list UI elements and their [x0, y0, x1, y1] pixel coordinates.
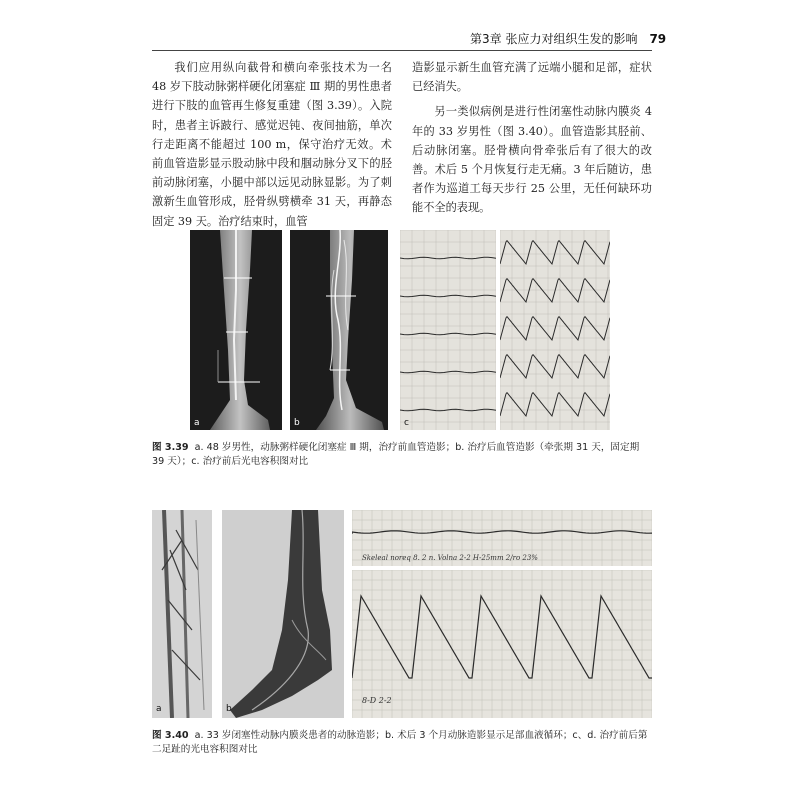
plethysmogram-trace [500, 355, 610, 378]
handwritten-annotation: 8-D 2-2 [362, 696, 392, 705]
caption-text: a. 48 岁男性，动脉粥样硬化闭塞症 Ⅲ 期，治疗前血管造影；b. 治疗后血管造影（牵张期 31 天，固定期 39 天）；c. 治疗前后光电容积图对比 [152, 442, 640, 467]
caption-text: a. 33 岁闭塞性动脉内膜炎患者的动脉造影；b. 术后 3 个月动脉造影显示足部血液循环；c、d. 治疗前后第二足趾的光电容积图对比 [152, 730, 648, 755]
figure-3-40 [152, 510, 652, 718]
panel-label-a: a [194, 418, 200, 428]
plethysmogram-trace [500, 241, 610, 264]
figure-3-39-panel-c-plethysmogram-before [400, 230, 496, 430]
figure-3-39-panel-b-angiogram [290, 230, 388, 430]
chapter-title: 第3章 张应力对组织生发的影响 [470, 32, 638, 46]
paragraph-case-1-end: 造影显示新生血管充满了远端小腿和足部，症状已经消失。 [412, 61, 652, 94]
running-header [470, 30, 666, 47]
panel-label-a: a [156, 704, 162, 714]
figure-3-40-panel-b-angiogram [222, 510, 344, 718]
figure-3-40-panel-d-plethysmogram [352, 570, 652, 718]
panel-label-c: c [404, 418, 409, 428]
paragraph-case-1: 我们应用纵向截骨和横向牵张技术为一名 48 岁下肢动脉粥样硬化闭塞症 Ⅲ 期的男性患者进行下肢的血管再生修复重建（图 3.39）。入院时，患者主诉跛行、感觉迟钝、夜间抽筋，单次行走距离不能超过 100 m，保守治疗无效。术前血管造影显示股动脉中段和腘动脉分叉下的胫前动脉闭塞，小腿中部以远见动脉显影。为了刺激新生血管形成，胫骨纵劈横牵 31 天，再静态固定 39 天。治疗结束时，血管 [152, 61, 392, 228]
text-column-left [152, 58, 392, 231]
header-rule [152, 50, 652, 51]
panel-label-b: b [226, 704, 232, 714]
plethysmogram-trace [500, 393, 610, 416]
page-number: 79 [649, 32, 667, 46]
plethysmogram-trace [500, 317, 610, 340]
caption-label: 图 3.40 [152, 730, 189, 741]
figure-3-39-panel-c-plethysmogram-after [500, 230, 610, 430]
figure-3-40-panel-c-plethysmogram [352, 510, 652, 566]
text-column-right [412, 58, 652, 218]
handwritten-annotation: Skeleal noreq 8. 2 n. Volna 2-2 H-25mm 2/ro 23% [362, 554, 538, 562]
figure-3-40-panel-a-angiogram [152, 510, 212, 718]
figure-3-40-caption [152, 729, 652, 757]
caption-label: 图 3.39 [152, 442, 189, 453]
figure-3-39-caption [152, 441, 652, 469]
panel-label-b: b [294, 418, 300, 428]
plethysmogram-trace [500, 279, 610, 302]
figure-3-39-panel-a-angiogram [190, 230, 282, 430]
figure-3-39 [190, 230, 610, 430]
paragraph-case-2: 另一类似病例是进行性闭塞性动脉内膜炎 4 年的 33 岁男性（图 3.40）。血管造影其胫前、后动脉闭塞。胫骨横向骨牵张后有了很大的改善。术后 5 个月恢复行走无痛。3 年后随访，患者作为巡道工每天步行 25 公里，无任何缺环功能不全的表现。 [412, 105, 652, 215]
